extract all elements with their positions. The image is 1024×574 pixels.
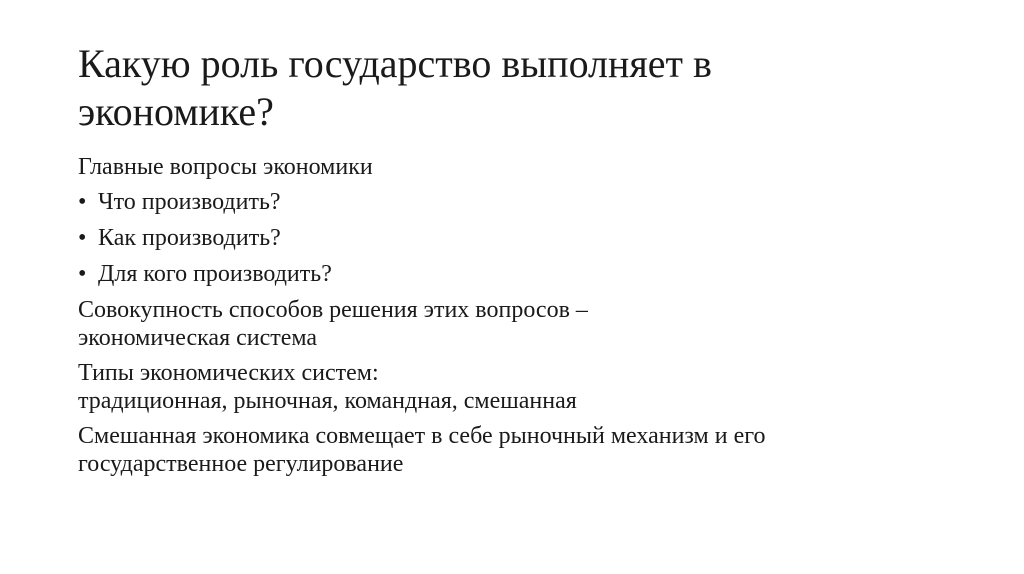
slide-body — [78, 153, 978, 485]
bullet-item — [78, 224, 978, 252]
bullet-marker: • — [78, 261, 87, 287]
paragraph-mixed-economy — [78, 422, 978, 478]
title-line-2: экономике? — [78, 89, 274, 134]
paragraph-line: Совокупность способов решения этих вопросов – — [78, 297, 588, 323]
bullet-text: Как производить? — [98, 225, 281, 251]
questions-heading: Главные вопросы экономики — [78, 154, 373, 180]
bullet-text: Для кого производить? — [98, 261, 332, 287]
bullet-marker: • — [78, 225, 87, 251]
paragraph-line: Смешанная экономика совмещает в себе рыночный механизм и его — [78, 423, 766, 449]
paragraph-system-types — [78, 359, 978, 415]
title-line-1: Какую роль государство выполняет в — [78, 41, 712, 86]
paragraph-line: экономическая система — [78, 325, 318, 351]
bullet-item — [78, 188, 978, 216]
slide-title — [78, 40, 958, 136]
bullet-item — [78, 260, 978, 288]
paragraph-line: Типы экономических систем: — [78, 360, 379, 386]
bullet-text: Что производить? — [98, 189, 281, 215]
paragraph-economic-system — [78, 296, 978, 352]
bullet-marker: • — [78, 189, 87, 215]
paragraph-line: государственное регулирование — [78, 451, 404, 477]
paragraph-line: традиционная, рыночная, командная, смешанная — [78, 388, 577, 414]
